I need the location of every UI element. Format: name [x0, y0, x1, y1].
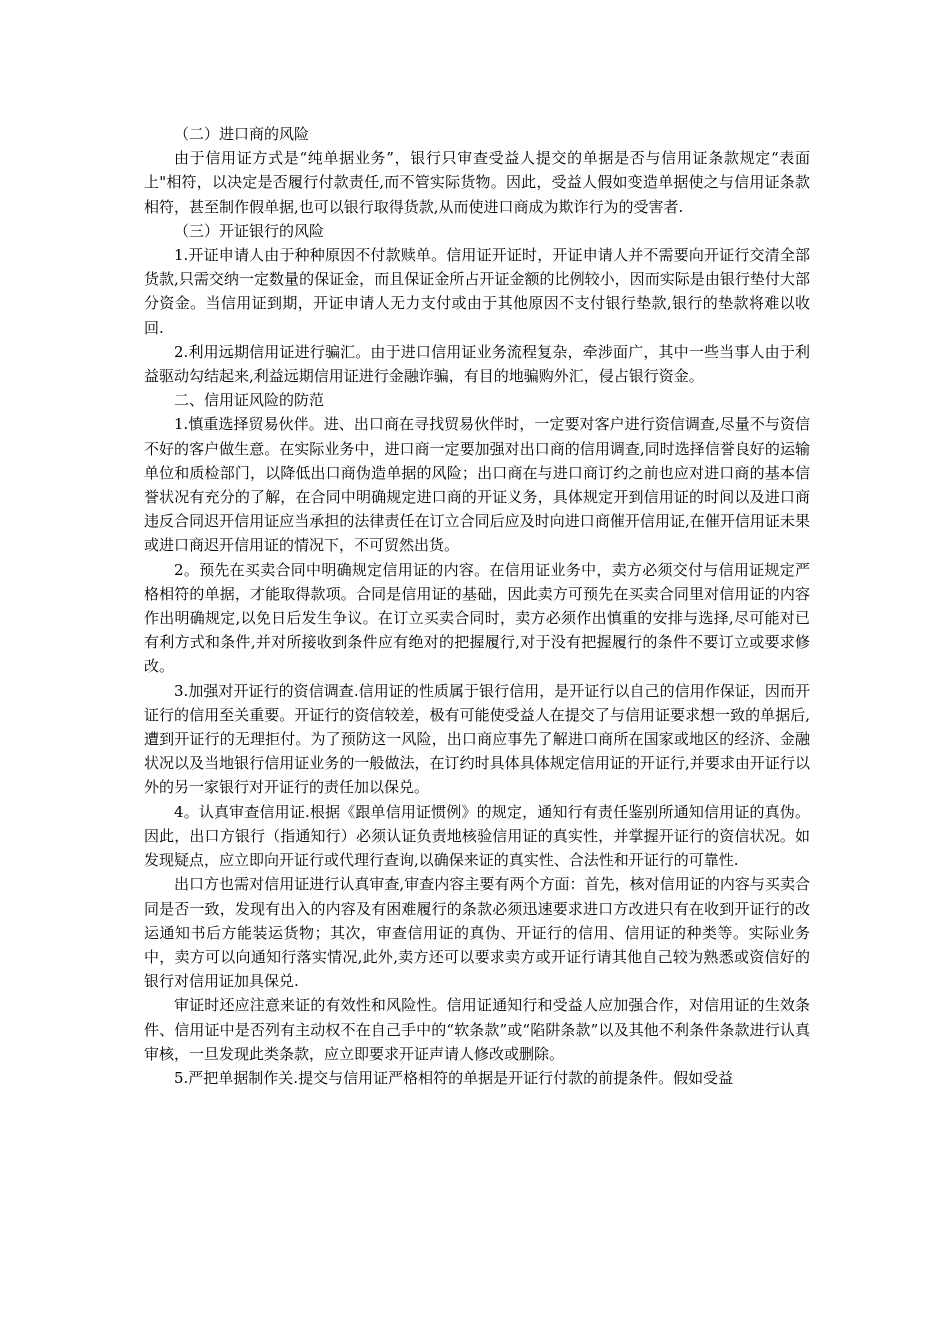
paragraph-prevention-5: 5.严把单据制作关.提交与信用证严格相符的单据是开证行付款的前提条件。假如受益	[174, 1068, 734, 1087]
paragraph-prevention-2: 2。预先在买卖合同中明确规定信用证的内容。在信用证业务中，卖方必须交付与信用证规定严格相符的单据，才能取得款项。合同是信用证的基础，因此卖方可预先在买卖合同里对信用证的内容作出明确规定,以免日后发生争议。在订立买卖合同时，卖方必须作出慎重的安排与选择,尽可能对已有利方式和条件,并对所接收到条件应有绝对的把握履行,对于没有把握履行的条件不要订立或要求修改。	[144, 560, 810, 676]
paragraph-exporter-review: 出口方也需对信用证进行认真审查,审查内容主要有两个方面：首先，核对信用证的内容与买卖合同是否一致，发现有出入的内容及有困难履行的条款必须迅速要求进口方改进只有在收到开证行的改运通知书后方能装运货物；其次，审查信用证的真伪、开证行的信用、信用证的种类等。实际业务中，卖方可以向通知行落实情况,此外,卖方还可以要求卖方或开证行请其他自己较为熟悉或资信好的银行对信用证加具保兑.	[144, 875, 810, 991]
paragraph-prevention-1: 1.慎重选择贸易伙伴。进、出口商在寻找贸易伙伴时，一定要对客户进行资信调查,尽量不与资信不好的客户做生意。在实际业务中，进口商一定要加强对出口商的信用调查,同时选择信誉良好的运输单位和质检部门，以降低出口商伪造单据的风险；出口商在与进口商订约之前也应对进口商的基本信誉状况有充分的了解，在合同中明确规定进口商的开证义务，具体规定开到信用证的时间以及进口商违反合同迟开信用证应当承担的法律责任在订立合同后应及时向进口商催开信用证,在催开信用证未果或进口商迟开信用证的情况下，不可贸然出货。	[144, 415, 810, 555]
section-heading-importer-risk: （二）进口商的风险	[174, 125, 310, 143]
section-heading-risk-prevention: 二、信用证风险的防范	[174, 391, 325, 410]
paragraph-bank-risk-2: 2.利用远期信用证进行骗汇。由于进口信用证业务流程复杂，牵涉面广，其中一些当事人由于利益驱动勾结起来,利益远期信用证进行金融诈骗，有目的地骗购外汇，侵占银行资金。	[144, 342, 810, 386]
paragraph-review-validity: 审证时还应注意来证的有效性和风险性。信用证通知行和受益人应加强合作，对信用证的生效条件、信用证中是否列有主动权不在自己手中的“软条款”或“陷阱条款”以及其他不利条件条款进行认真审核，一旦发现此类条款，应立即要求开证声请人修改或删除。	[144, 996, 810, 1063]
paragraph-importer-risk: 由于信用证方式是“纯单据业务”，银行只审查受益人提交的单据是否与信用证条款规定“表面上"相符，以决定是否履行付款责任,而不管实际货物。因此，受益人假如变造单据使之与信用证条款相符，甚至制作假单据,也可以银行取得货款,从而使进口商成为欺诈行为的受害者.	[144, 149, 810, 216]
document-body	[144, 122, 810, 1090]
paragraph-bank-risk-1: 1.开证申请人由于种种原因不付款赎单。信用证开证时，开证申请人并不需要向开证行交清全部货款,只需交纳一定数量的保证金，而且保证金所占开证金额的比例较小，因而实际是由银行垫付大部分资金。当信用证到期，开证申请人无力支付或由于其他原因不支付银行垫款,银行的垫款将难以收回.	[144, 246, 810, 337]
paragraph-prevention-4: 4。认真审查信用证.根据《跟单信用证惯例》的规定，通知行有责任鉴别所通知信用证的真伪。因此，出口方银行（指通知行）必须认证负责地核验信用证的真实性，并掌握开证行的资信状况。如发现疑点，应立即向开证行或代理行查询,以确保来证的真实性、合法性和开证行的可靠性.	[144, 802, 810, 870]
section-heading-issuing-bank-risk: （三）开证银行的风险	[174, 221, 325, 240]
paragraph-prevention-3: 3.加强对开证行的资信调查.信用证的性质属于银行信用，是开证行以自己的信用作保证，因而开证行的信用至关重要。开证行的资信较差，极有可能使受益人在提交了与信用证要求想一致的单据后,遭到开证行的无理拒付。为了预防这一风险，出口商应事先了解进口商所在国家或地区的经济、金融状况以及当地银行信用证业务的一般做法，在订约时具体具体规定信用证的开证行,并要求由开证行以外的另一家银行对开证行的责任加以保兑。	[144, 681, 810, 797]
